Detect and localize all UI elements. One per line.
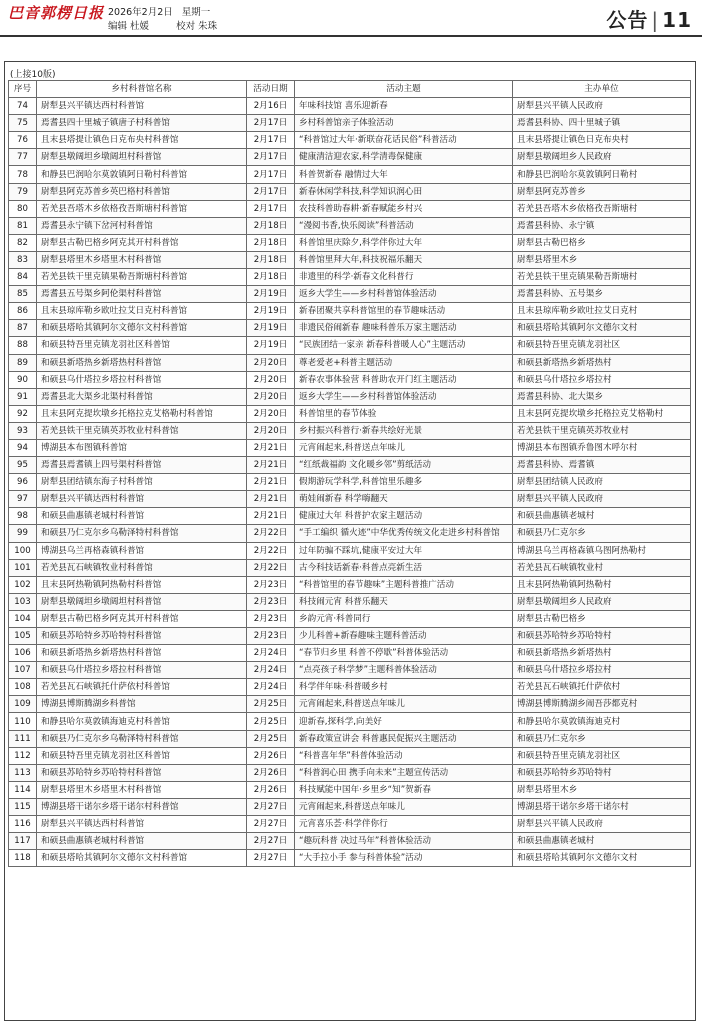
table-row [9, 388, 691, 405]
activity-date: 2月22日 [247, 542, 295, 559]
activity-theme: “科普馆过大年·新联奋花话民俗”科普活动 [295, 132, 513, 149]
activity-date: 2月25日 [247, 696, 295, 713]
table-row [9, 833, 691, 850]
row-number: 103 [9, 593, 37, 610]
museum-name: 和硕县曲惠镇老城村科普馆 [37, 508, 247, 525]
activity-theme: 新春政策宣讲会 科普惠民促振兴主题活动 [295, 730, 513, 747]
table-row [9, 132, 691, 149]
masthead [0, 0, 702, 36]
table-row [9, 405, 691, 422]
museum-name: 和静县哈尔莫敦镇海迪克村科普馆 [37, 713, 247, 730]
table-row [9, 816, 691, 833]
museum-name: 尉犁县古勒巴格乡阿克其开村科普馆 [37, 610, 247, 627]
museum-name: 和硕县特吾里克镇龙羽社区科普馆 [37, 337, 247, 354]
activity-theme: “漫阅书香,快乐阅读”科普活动 [295, 217, 513, 234]
museum-name: 若羌县瓦石峡镇牧业村科普馆 [37, 559, 247, 576]
activity-theme: “科普润心田 携手向未来”主题宣传活动 [295, 764, 513, 781]
table-row [9, 679, 691, 696]
row-number: 114 [9, 781, 37, 798]
museum-name: 焉耆县四十里城子镇唐子村科普馆 [37, 115, 247, 132]
activity-date: 2月27日 [247, 850, 295, 867]
row-number: 76 [9, 132, 37, 149]
organizer: 若羌县瓦石峡镇牧业村 [513, 559, 691, 576]
museum-name: 和硕县特吾里克镇龙羽社区科普馆 [37, 747, 247, 764]
museum-name: 和硕县乃仁克尔乡乌勒泽特村科普馆 [37, 730, 247, 747]
row-number: 94 [9, 439, 37, 456]
museum-name: 尉犁县兴平镇达西村科普馆 [37, 816, 247, 833]
science-museum-activity-table [8, 80, 691, 867]
museum-name: 和硕县苏哈特乡苏哈特村科普馆 [37, 764, 247, 781]
activity-date: 2月20日 [247, 354, 295, 371]
table-row [9, 593, 691, 610]
table-row [9, 303, 691, 320]
organizer: 和硕县苏哈特乡苏哈特村 [513, 764, 691, 781]
table-row [9, 764, 691, 781]
organizer: 尉犁县古勒巴格乡 [513, 234, 691, 251]
organizer: 焉耆县科协、五号渠乡 [513, 286, 691, 303]
activity-date: 2月27日 [247, 798, 295, 815]
row-number: 117 [9, 833, 37, 850]
museum-name: 尉犁县古勒巴格乡阿克其开村科普馆 [37, 234, 247, 251]
row-number: 92 [9, 405, 37, 422]
activity-date: 2月19日 [247, 337, 295, 354]
activity-date: 2月19日 [247, 286, 295, 303]
table-row [9, 371, 691, 388]
activity-date: 2月22日 [247, 525, 295, 542]
header-rule [0, 35, 702, 37]
organizer: 若羌县铁干里克镇果勒吾斯塘村 [513, 269, 691, 286]
museum-name: 和硕县曲惠镇老城村科普馆 [37, 833, 247, 850]
activity-theme: “民族团结一家亲 新春科普暖人心”主题活动 [295, 337, 513, 354]
activity-theme: “春节归乡里 科普不停歇”科普体验活动 [295, 645, 513, 662]
activity-theme: 科普馆里庆除夕,科学伴你过大年 [295, 234, 513, 251]
organizer: 博湖县塔干诺尔乡塔干诺尔村 [513, 798, 691, 815]
organizer: 尉犁县古勒巴格乡 [513, 610, 691, 627]
column-header: 乡村科普馆名称 [37, 81, 247, 98]
activity-theme: 乡村振兴科普行·新春共绘好光景 [295, 422, 513, 439]
table-row [9, 115, 691, 132]
activity-date: 2月21日 [247, 491, 295, 508]
table-row [9, 320, 691, 337]
museum-name: 和硕县塔哈其镇阿尔文德尔文村科普馆 [37, 850, 247, 867]
museum-name: 若羌县铁干里克镇英苏牧业村科普馆 [37, 422, 247, 439]
organizer: 和硕县曲惠镇老城村 [513, 833, 691, 850]
organizer: 和硕县乃仁克尔乡 [513, 525, 691, 542]
museum-name: 焉耆县永宁镇下岔河村科普馆 [37, 217, 247, 234]
activity-date: 2月21日 [247, 439, 295, 456]
row-number: 96 [9, 474, 37, 491]
table-row [9, 98, 691, 115]
row-number: 77 [9, 149, 37, 166]
museum-name: 尉犁县兴平镇达西村科普馆 [37, 98, 247, 115]
table-row [9, 610, 691, 627]
activity-theme: 过年防骗不踩坑,健康平安过大年 [295, 542, 513, 559]
activity-theme: 新春农事体验营 科普助农开门红主题活动 [295, 371, 513, 388]
table-row [9, 576, 691, 593]
newspaper-logo: 巴音郭楞日报 [8, 4, 105, 22]
activity-date: 2月23日 [247, 593, 295, 610]
activity-date: 2月25日 [247, 730, 295, 747]
activity-date: 2月27日 [247, 816, 295, 833]
section-header [606, 4, 692, 33]
table-row [9, 628, 691, 645]
section-name: 公告 [606, 8, 649, 32]
row-number: 91 [9, 388, 37, 405]
activity-theme: “点亮孩子科学梦”主题科普体验活动 [295, 662, 513, 679]
activity-date: 2月25日 [247, 713, 295, 730]
table-row [9, 149, 691, 166]
organizer: 尉犁县兴平镇人民政府 [513, 491, 691, 508]
museum-name: 尉犁县塔里木乡塔里木村科普馆 [37, 251, 247, 268]
activity-date: 2月26日 [247, 747, 295, 764]
organizer: 焉耆县科协、北大渠乡 [513, 388, 691, 405]
activity-date: 2月17日 [247, 115, 295, 132]
row-number: 113 [9, 764, 37, 781]
row-number: 88 [9, 337, 37, 354]
credits-line [108, 18, 223, 32]
table-row [9, 337, 691, 354]
table-row [9, 713, 691, 730]
activity-theme: 迎新春,探科学,向美好 [295, 713, 513, 730]
museum-name: 且末县阿克提坎墩乡托格拉克艾格勒村科普馆 [37, 405, 247, 422]
activity-theme: 健康过大年 科普护农家主题活动 [295, 508, 513, 525]
activity-theme: 元宵闹起来,科普送点年味儿 [295, 798, 513, 815]
activity-date: 2月22日 [247, 559, 295, 576]
table-row [9, 798, 691, 815]
activity-date: 2月21日 [247, 508, 295, 525]
activity-theme: 元宵喜乐荟·科学伴你行 [295, 816, 513, 833]
activity-theme: 科普馆里拜大年,科技祝福乐翻天 [295, 251, 513, 268]
museum-name: 若羌县铁干里克镇果勒吾斯塘村科普馆 [37, 269, 247, 286]
museum-name: 尉犁县兴平镇达西村科普馆 [37, 491, 247, 508]
table-row [9, 645, 691, 662]
activity-date: 2月20日 [247, 422, 295, 439]
museum-name: 焉耆县五号渠乡阿伦渠村科普馆 [37, 286, 247, 303]
page-number: 11 [662, 8, 692, 32]
proofreader-credit: 校对 朱珠 [176, 21, 218, 32]
activity-theme: 元宵闹起来,科普送点年味儿 [295, 696, 513, 713]
activity-date: 2月19日 [247, 320, 295, 337]
museum-name: 尉犁县阿克苏普乡英巴格村科普馆 [37, 183, 247, 200]
organizer: 和硕县塔哈其镇阿尔文德尔文村 [513, 320, 691, 337]
activity-date: 2月24日 [247, 662, 295, 679]
museum-name: 和硕县乃仁克尔乡乌勒泽特村科普馆 [37, 525, 247, 542]
activity-theme: 返乡大学生——乡村科普馆体验活动 [295, 388, 513, 405]
activity-date: 2月20日 [247, 405, 295, 422]
row-number: 107 [9, 662, 37, 679]
row-number: 101 [9, 559, 37, 576]
table-row [9, 217, 691, 234]
organizer: 且末县阿热勒镇阿热勒村 [513, 576, 691, 593]
organizer: 博湖县乌兰再格森镇乌图阿热勒村 [513, 542, 691, 559]
table-row [9, 457, 691, 474]
continuation-note: (上接10版) [10, 70, 56, 80]
section-divider: | [651, 8, 660, 32]
row-number: 104 [9, 610, 37, 627]
museum-name: 和硕县塔哈其镇阿尔文德尔文村科普馆 [37, 320, 247, 337]
activity-theme: 科技赋能中国年·乡里乡“知”贺新春 [295, 781, 513, 798]
activity-theme: 健康清洁迎农家,科学清毒保健康 [295, 149, 513, 166]
activity-theme: “红纸裁福韵 文化暖乡邻”剪纸活动 [295, 457, 513, 474]
row-number: 98 [9, 508, 37, 525]
organizer: 焉耆县科协、焉耆镇 [513, 457, 691, 474]
row-number: 84 [9, 269, 37, 286]
table-row [9, 422, 691, 439]
activity-theme: 农技科普助春耕·新春赋能乡村兴 [295, 200, 513, 217]
table-row [9, 850, 691, 867]
activity-theme: 新春团聚共享科普馆里的春节趣味活动 [295, 303, 513, 320]
activity-theme: 萌娃闹新春 科学嗨翻天 [295, 491, 513, 508]
activity-theme: “科普喜年华”科普体验活动 [295, 747, 513, 764]
activity-date: 2月23日 [247, 610, 295, 627]
activity-date: 2月26日 [247, 764, 295, 781]
table-row [9, 696, 691, 713]
column-header: 序号 [9, 81, 37, 98]
activity-theme: 尊老爱老+科普主题活动 [295, 354, 513, 371]
museum-name: 和硕县新塔热乡新塔热村科普馆 [37, 645, 247, 662]
organizer: 若羌县铁干里克镇英苏牧业村 [513, 422, 691, 439]
organizer: 尉犁县阿克苏普乡 [513, 183, 691, 200]
table-row [9, 286, 691, 303]
row-number: 105 [9, 628, 37, 645]
activity-theme: 古今科技话新春·科普点亮新生活 [295, 559, 513, 576]
row-number: 82 [9, 234, 37, 251]
activity-date: 2月18日 [247, 269, 295, 286]
museum-name: 尉犁县墩阔坦乡墩阔坦村科普馆 [37, 149, 247, 166]
row-number: 111 [9, 730, 37, 747]
organizer: 且末县琼库勒乡欧吐拉艾日克村 [513, 303, 691, 320]
organizer: 尉犁县塔里木乡 [513, 781, 691, 798]
row-number: 87 [9, 320, 37, 337]
activity-theme: 乡韵元宵·科普同行 [295, 610, 513, 627]
row-number: 109 [9, 696, 37, 713]
table-body [9, 98, 691, 867]
museum-name: 尉犁县团结镇东海子村科普馆 [37, 474, 247, 491]
museum-name: 博湖县博斯腾湖乡科普馆 [37, 696, 247, 713]
table-header-row [9, 81, 691, 98]
organizer: 焉耆县科协、四十里城子镇 [513, 115, 691, 132]
organizer: 若羌县吾塔木乡依格孜吾斯塘村 [513, 200, 691, 217]
table-row [9, 234, 691, 251]
row-number: 102 [9, 576, 37, 593]
organizer: 和硕县塔哈其镇阿尔文德尔文村 [513, 850, 691, 867]
museum-name: 博湖县本布图镇科普馆 [37, 439, 247, 456]
activity-date: 2月24日 [247, 645, 295, 662]
activity-theme: 科学伴年味·科普暖乡村 [295, 679, 513, 696]
activity-date: 2月17日 [247, 183, 295, 200]
row-number: 89 [9, 354, 37, 371]
organizer: 博湖县博斯腾湖乡闹吾莎都克村 [513, 696, 691, 713]
editor-credit: 编辑 杜媛 [108, 21, 150, 32]
row-number: 115 [9, 798, 37, 815]
activity-date: 2月18日 [247, 251, 295, 268]
row-number: 74 [9, 98, 37, 115]
row-number: 99 [9, 525, 37, 542]
activity-date: 2月23日 [247, 576, 295, 593]
row-number: 93 [9, 422, 37, 439]
table-row [9, 183, 691, 200]
organizer: 和硕县乌什塔拉乡塔拉村 [513, 371, 691, 388]
museum-name: 和硕县乌什塔拉乡塔拉村科普馆 [37, 662, 247, 679]
museum-name: 和静县巴润哈尔莫敦镇阿日勒村科普馆 [37, 166, 247, 183]
organizer: 和硕县曲惠镇老城村 [513, 508, 691, 525]
row-number: 95 [9, 457, 37, 474]
organizer: 尉犁县兴平镇人民政府 [513, 816, 691, 833]
activity-theme: 返乡大学生——乡村科普馆体验活动 [295, 286, 513, 303]
row-number: 75 [9, 115, 37, 132]
table-row [9, 251, 691, 268]
issue-weekday: 星期一 [181, 7, 211, 18]
activity-date: 2月21日 [247, 474, 295, 491]
row-number: 90 [9, 371, 37, 388]
museum-name: 尉犁县墩阔坦乡墩阔坦村科普馆 [37, 593, 247, 610]
activity-theme: 假期游玩学科学,科普馆里乐趣多 [295, 474, 513, 491]
activity-date: 2月20日 [247, 388, 295, 405]
organizer: 尉犁县墩阔坦乡人民政府 [513, 593, 691, 610]
row-number: 80 [9, 200, 37, 217]
organizer: 且末县阿克提坎墩乡托格拉克艾格勒村 [513, 405, 691, 422]
table-row [9, 200, 691, 217]
table-row [9, 662, 691, 679]
activity-date: 2月27日 [247, 833, 295, 850]
row-number: 112 [9, 747, 37, 764]
table-row [9, 542, 691, 559]
row-number: 108 [9, 679, 37, 696]
activity-date: 2月18日 [247, 234, 295, 251]
activity-date: 2月26日 [247, 781, 295, 798]
organizer: 和硕县乌什塔拉乡塔拉村 [513, 662, 691, 679]
row-number: 85 [9, 286, 37, 303]
organizer: 且末县塔提让镇色日克布央村 [513, 132, 691, 149]
row-number: 78 [9, 166, 37, 183]
column-header: 主办单位 [513, 81, 691, 98]
activity-theme: 新春休闲学科技,科学知识润心田 [295, 183, 513, 200]
table-row [9, 508, 691, 525]
activity-date: 2月23日 [247, 628, 295, 645]
activity-date: 2月24日 [247, 679, 295, 696]
museum-name: 且末县琼库勒乡欧吐拉艾日克村科普馆 [37, 303, 247, 320]
table-row [9, 474, 691, 491]
activity-date: 2月17日 [247, 200, 295, 217]
organizer: 博湖县本布图镇乔鲁图木呼尔村 [513, 439, 691, 456]
table-row [9, 781, 691, 798]
museum-name: 博湖县塔干诺尔乡塔干诺尔村科普馆 [37, 798, 247, 815]
activity-date: 2月17日 [247, 132, 295, 149]
row-number: 81 [9, 217, 37, 234]
organizer: 尉犁县团结镇人民政府 [513, 474, 691, 491]
table-row [9, 559, 691, 576]
row-number: 79 [9, 183, 37, 200]
table-row [9, 354, 691, 371]
activity-theme: 科普馆里的春节体验 [295, 405, 513, 422]
table-row [9, 747, 691, 764]
organizer: 焉耆县科协、永宁镇 [513, 217, 691, 234]
issue-date: 2026年2月2日 [108, 7, 173, 18]
row-number: 118 [9, 850, 37, 867]
table-row [9, 491, 691, 508]
activity-theme: 元宵闹起来,科普送点年味儿 [295, 439, 513, 456]
row-number: 86 [9, 303, 37, 320]
activity-date: 2月21日 [247, 457, 295, 474]
activity-date: 2月17日 [247, 149, 295, 166]
museum-name: 焉耆县北大渠乡北渠村科普馆 [37, 388, 247, 405]
museum-name: 博湖县乌兰再格森镇科普馆 [37, 542, 247, 559]
organizer: 和硕县新塔热乡新塔热村 [513, 645, 691, 662]
column-header: 活动日期 [247, 81, 295, 98]
museum-name: 若羌县瓦石峡镇托什萨依村科普馆 [37, 679, 247, 696]
table-row [9, 166, 691, 183]
table-row [9, 730, 691, 747]
activity-theme: 科技闹元宵 科普乐翻天 [295, 593, 513, 610]
issue-date-line [108, 4, 216, 18]
activity-date: 2月16日 [247, 98, 295, 115]
column-header: 活动主题 [295, 81, 513, 98]
museum-name: 和硕县乌什塔拉乡塔拉村科普馆 [37, 371, 247, 388]
organizer: 和硕县乃仁克尔乡 [513, 730, 691, 747]
museum-name: 和硕县新塔热乡新塔热村科普馆 [37, 354, 247, 371]
museum-name: 焉耆县焉耆镇上四号渠村科普馆 [37, 457, 247, 474]
organizer: 和静县巴润哈尔莫敦镇阿日勒村 [513, 166, 691, 183]
museum-name: 且末县塔提让镇色日克布央村科普馆 [37, 132, 247, 149]
organizer: 和静县哈尔莫敦镇海迪克村 [513, 713, 691, 730]
museum-name: 若羌县吾塔木乡依格孜吾斯塘村科普馆 [37, 200, 247, 217]
organizer: 和硕县苏哈特乡苏哈特村 [513, 628, 691, 645]
activity-theme: 年味科技馆 喜乐迎新春 [295, 98, 513, 115]
organizer: 和硕县新塔热乡新塔热村 [513, 354, 691, 371]
organizer: 和硕县特吾里克镇龙羽社区 [513, 337, 691, 354]
row-number: 100 [9, 542, 37, 559]
museum-name: 和硕县苏哈特乡苏哈特村科普馆 [37, 628, 247, 645]
activity-date: 2月19日 [247, 303, 295, 320]
museum-name: 且末县阿热勒镇阿热勒村科普馆 [37, 576, 247, 593]
activity-date: 2月17日 [247, 166, 295, 183]
activity-theme: 科普贺新春 融情过大年 [295, 166, 513, 183]
activity-theme: “手工编织 循火迹”中华优秀传统文化走进乡村科普馆 [295, 525, 513, 542]
activity-theme: “大手拉小手 参与科普体验”活动 [295, 850, 513, 867]
activity-date: 2月20日 [247, 371, 295, 388]
activity-theme: 乡村科普馆亲子体验活动 [295, 115, 513, 132]
activity-theme: “趣玩科普 决过马年”科普体验活动 [295, 833, 513, 850]
organizer: 尉犁县塔里木乡 [513, 251, 691, 268]
activity-theme: 非遗里的科学·新春文化科普行 [295, 269, 513, 286]
table-row [9, 525, 691, 542]
row-number: 83 [9, 251, 37, 268]
table-row [9, 269, 691, 286]
activity-theme: “科普馆里的春节趣味”主题科普推广活动 [295, 576, 513, 593]
row-number: 97 [9, 491, 37, 508]
organizer: 尉犁县墩阔坦乡人民政府 [513, 149, 691, 166]
row-number: 106 [9, 645, 37, 662]
row-number: 116 [9, 816, 37, 833]
organizer: 和硕县特吾里克镇龙羽社区 [513, 747, 691, 764]
table-row [9, 439, 691, 456]
organizer: 尉犁县兴平镇人民政府 [513, 98, 691, 115]
row-number: 110 [9, 713, 37, 730]
museum-name: 尉犁县塔里木乡塔里木村科普馆 [37, 781, 247, 798]
activity-theme: 非遗民俗闹新春 趣味科普乐万家主题活动 [295, 320, 513, 337]
activity-theme: 少儿科普+新春趣味主题科普活动 [295, 628, 513, 645]
activity-date: 2月18日 [247, 217, 295, 234]
organizer: 若羌县瓦石峡镇托什萨依村 [513, 679, 691, 696]
